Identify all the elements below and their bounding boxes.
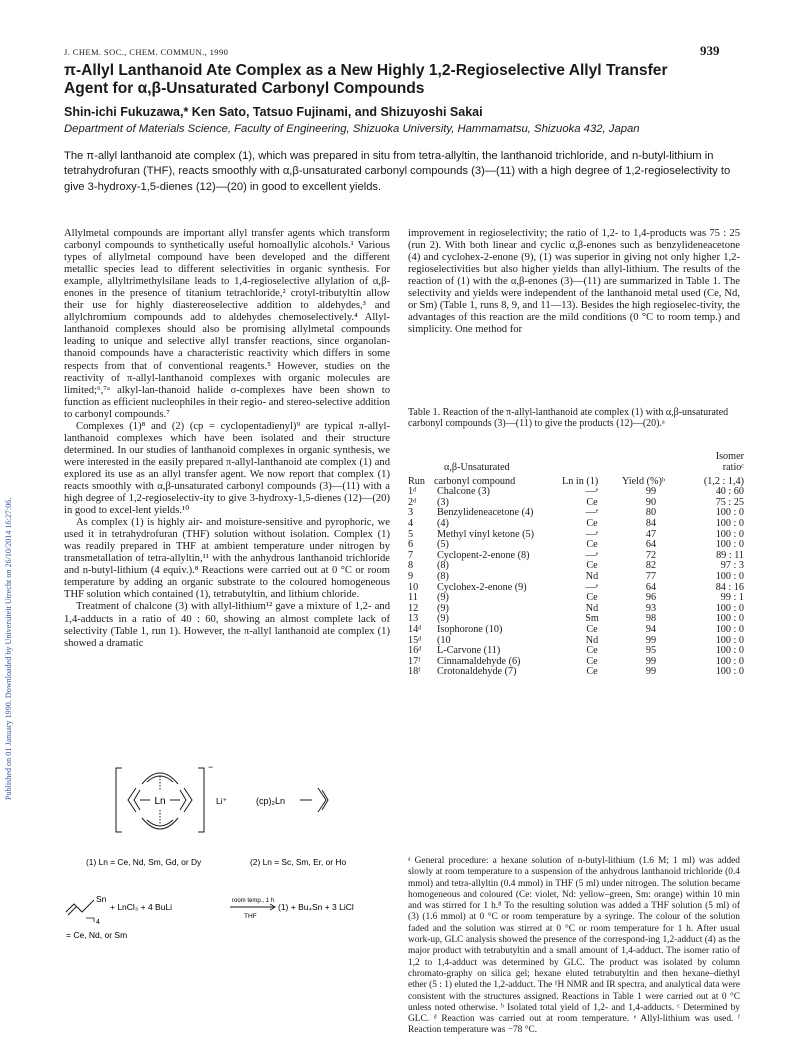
cell-ln: Ce: [586, 623, 598, 635]
table-row: [408, 593, 744, 604]
cell-yield: 93: [645, 602, 657, 614]
cell-yield: 96: [645, 592, 657, 604]
table-header-ratio-mid: ratioᶜ: [722, 461, 744, 473]
body-paragraph: Allylmetal compounds are important allyl transfer agents which transform carbonyl compounds to synthetically useful homoallylic alcohols.¹ Various types of allylmetal compound have been developed and the different metallic species lead to different selectivities in organic synthesis. For example, allyltrimethylsilane leads to 1,4-regioselective allylation of α,β-enones in the presence of titanium tetrachloride,² crotyl-tributyltin allow their use for highly diastereoselective addition to aldehydes,³ and allylchromium compounds add to aldehydes chemoselectively.⁴ Allyl-lanthanoid complexes should also be promising allylmetal compounds leading to unique and selective allyl transfer reactions, since organolan-thanoid compounds have a characteristic reactivity which differs in some respects from that of conventional reagents.⁵ However, studies on the reactivity of π-allyl-lanthanoid complexes with organic molecules are limited;⁶,⁷ᵃ alkyl-lan-thanoid halide σ-complexes have been shown to function as efficient nucleophiles in their regio- and stereo-selective addition to carbonyl compounds.⁷: [64, 228, 390, 420]
cell-ln: Ce: [586, 517, 598, 529]
cell-run: 1ᵈ: [408, 486, 417, 498]
cell-yield: 95: [645, 645, 657, 657]
cell-yield: 90: [645, 496, 657, 508]
table-row: [408, 625, 744, 636]
tetra-allyltin-drawing: [66, 900, 94, 922]
cell-run: 9: [408, 570, 414, 582]
cell-ratio: 100 : 0: [715, 613, 744, 625]
table-row: [408, 604, 744, 615]
cell-compound: (9): [437, 602, 449, 614]
table-footnotes: [408, 856, 740, 1037]
left-column: [64, 228, 390, 650]
cell-yield: 80: [645, 507, 657, 519]
cell-ratio: 100 : 0: [715, 528, 744, 540]
cell-ratio: 99 : 1: [720, 592, 744, 604]
structure-2-cp-ln: (cp)₂Ln: [256, 796, 286, 806]
cell-yield: 82: [645, 560, 657, 572]
cell-yield: 72: [645, 549, 657, 561]
structure-1-charge: −: [208, 762, 214, 772]
cell-yield: 64: [645, 539, 657, 551]
right-column: [408, 228, 740, 336]
cell-run: 4: [408, 517, 414, 529]
cell-compound: (5): [437, 539, 449, 551]
table-caption: Table 1. Reaction of the π-allyl-lanthanoid ate complex (1) with α,β-unsaturated carbonyl compounds (3)—(11) to give the products (12)—(20).ᵃ: [408, 407, 729, 430]
reaction-condition-bottom: THF: [244, 913, 257, 920]
cell-ln: Ce: [586, 560, 598, 572]
cell-run: 18ᶠ: [408, 666, 421, 678]
results-table: [408, 452, 744, 678]
table-header-run: Run: [408, 475, 425, 487]
equation-products: (1) + Bu₄Sn + 3 LiCl: [278, 902, 354, 912]
ln-definition: = Ce, Nd, or Sm: [66, 930, 128, 940]
structure-2-label: (2) Ln = Sc, Sm, Er, or Ho: [250, 857, 347, 867]
cell-ratio: 100 : 0: [715, 645, 744, 657]
cell-yield: 99: [645, 634, 657, 646]
cell-ln: Ce: [586, 592, 598, 604]
affiliation: Department of Materials Science, Faculty of Engineering, Shizuoka University, Hammamatsu, Shizuoka 432, Japan: [64, 123, 640, 135]
cell-compound: (10: [437, 634, 451, 646]
table-header-yield: Yield (%)ᵇ: [622, 475, 666, 487]
structure-2-drawing: [300, 788, 328, 812]
table-row: [408, 572, 744, 583]
body-paragraph: Complexes (1)⁸ and (2) (cp = cyclopentadienyl)⁹ are typical π-allyl-lanthanoid complexes which have been isolated and their structure determined. In our studies of lanthanoid complexes in organic synthesis, we were interested in the easily prepared π-allyl-lanthanoid ate complex (1) and explored its use as an allyl transfer agent. We now report that complex (1) reacts smoothly with α,β-unsaturated carbonyl compounds (3)—(11) with a high degree of 1,2-regioselectiv-ity to give 3-hydroxy-1,5-dienes (12)—(20) in good to excel-lent yields.¹⁰: [64, 420, 390, 517]
table-row: [408, 519, 744, 530]
table-row: [408, 530, 744, 541]
table-row: [408, 561, 744, 572]
table-header-compound-top: α,β-Unsaturated: [444, 461, 510, 473]
cell-ln: Ce: [586, 666, 598, 678]
cell-yield: 99: [645, 666, 657, 678]
table-body: [408, 487, 744, 678]
cell-yield: 77: [645, 570, 657, 582]
cell-compound: Chalcone (3): [437, 486, 490, 498]
cell-ratio: 100 : 0: [715, 507, 744, 519]
cell-ratio: 89 : 11: [716, 549, 744, 561]
cell-yield: 64: [645, 581, 657, 593]
cell-compound: L-Carvone (11): [437, 645, 501, 657]
cell-ln: Nd: [585, 602, 599, 614]
table-row: [408, 508, 744, 519]
cell-yield: 99: [645, 655, 657, 667]
cell-compound: Methyl vinyl ketone (5): [437, 528, 535, 540]
table-header-ratio: (1,2 : 1,4): [703, 475, 744, 487]
tin-symbol: Sn: [96, 894, 107, 904]
cell-compound: Cyclopent-2-enone (8): [437, 549, 530, 561]
cell-run: 6: [408, 539, 414, 551]
cell-run: 13: [408, 613, 419, 625]
tin-subscript: 4: [96, 919, 100, 926]
table-row: [408, 583, 744, 594]
table-header-compound: carbonyl compound: [434, 475, 516, 487]
structure-1-label: (1) Ln = Ce, Nd, Sm, Gd, or Dy: [86, 857, 202, 867]
page-number: 939: [700, 43, 720, 58]
cell-ratio: 100 : 0: [715, 539, 744, 551]
equation-reagents: + LnCl₃ + 4 BuLi: [110, 902, 173, 912]
table-row: [408, 487, 744, 498]
cell-run: 8: [408, 560, 414, 572]
cell-ratio: 100 : 0: [715, 623, 744, 635]
title-line-2: Agent for α,β-Unsaturated Carbonyl Compounds: [64, 80, 425, 97]
table-row: [408, 551, 744, 562]
cell-compound: (4): [437, 517, 449, 529]
cell-compound: (8): [437, 560, 449, 572]
table-row: [408, 667, 744, 678]
author-list: Shin-ichi Fukuzawa,* Ken Sato, Tatsuo Fujinami, and Shizuyoshi Sakai: [64, 105, 483, 119]
cell-run: 10: [408, 581, 419, 593]
cell-compound: Cinnamaldehyde (6): [437, 655, 521, 667]
download-margin-note: [2, 240, 16, 800]
table-header-ln: Ln in (1): [562, 475, 599, 487]
cell-run: 11: [408, 592, 418, 604]
cell-yield: 84: [645, 517, 657, 529]
cell-compound: (9): [437, 613, 449, 625]
cell-ln: —ᵉ: [585, 549, 599, 561]
body-paragraph: Treatment of chalcone (3) with allyl-lithium¹² gave a mixture of 1,2- and 1,4-adducts in a ratio of 40 : 60, showing an almost complete lack of selectivity (Table 1, run 1). However, the π-allyl lanthanoid ate complex (1) showed a dramatic: [64, 601, 390, 649]
cell-run: 2ᵈ: [408, 496, 417, 508]
cell-ratio: 100 : 0: [715, 655, 744, 667]
cell-ratio: 100 : 0: [715, 666, 744, 678]
cell-ln: Ce: [586, 539, 598, 551]
cell-run: 7: [408, 549, 414, 561]
cell-compound: Crotonaldehyde (7): [437, 666, 517, 678]
cell-yield: 98: [645, 613, 657, 625]
cell-compound: (3): [437, 496, 449, 508]
cell-ln: Sm: [585, 613, 599, 625]
abstract: The π-allyl lanthanoid ate complex (1), which was prepared in situ from tetra-allyltin, the lanthanoid trichloride, and n-butyl-lithium in tetrahydrofuran (THF), reacts smoothly with α,β-unsaturated carbonyl compounds (3)—(11) with a high degree of 1,2-regioselectivity to give 3-hydroxy-1,5-dienes (12)—(20) in good to excellent yields.: [64, 150, 731, 193]
cell-ln: Ce: [586, 645, 598, 657]
body-paragraph: improvement in regioselectivity; the ratio of 1,2- to 1,4-products was 75 : 25 (run 2). With both linear and cyclic α,β-enones such as benzylideneacetone (4) and cyclohex-2-enone (9), (1) was superior in giving not only higher 1,2-regioselectivities but also higher yields than allyl-lithium. The results of the reaction of (1) with the α,β-enones (3)—(11) are summarized in Table 1. The selectivity and yields were independent of the lanthanoid metal used (Ce, Nd, or Sm) (Table 1, runs 8, 9, and 11—13). Besides the high regioselec-tivity, the advantages of this reaction are the mild conditions (0 °C to room temp.) and simplicity. One method for: [408, 228, 740, 336]
cell-run: 17ᶠ: [408, 655, 421, 667]
cell-ratio: 100 : 0: [715, 570, 744, 582]
cell-ln: —ᵉ: [585, 486, 599, 498]
cell-run: 16ᵈ: [408, 645, 422, 657]
cell-ln: Ce: [586, 655, 598, 667]
structure-1-ln: Ln: [154, 796, 166, 807]
cell-ratio: 100 : 0: [715, 517, 744, 529]
cell-ln: —ᵉ: [585, 528, 599, 540]
cell-run: 12: [408, 602, 419, 614]
cell-compound: Isophorone (10): [437, 623, 503, 635]
running-header: J. CHEM. SOC., CHEM. COMMUN., 1990: [64, 47, 229, 57]
reaction-condition-top: room temp., 1 h: [232, 898, 275, 904]
cell-run: 3: [408, 507, 414, 519]
cell-ratio: 84 : 16: [715, 581, 744, 593]
cell-compound: (9): [437, 592, 449, 604]
cell-compound: Cyclohex-2-enone (9): [437, 581, 527, 593]
cell-run: 14ᵈ: [408, 623, 422, 635]
cell-run: 5: [408, 528, 414, 540]
cell-ratio: 75 : 25: [715, 496, 744, 508]
body-paragraph: As complex (1) is highly air- and moisture-sensitive and pyrophoric, we used it in tetrahydrofuran (THF) solution without isolation. Complex (1) was readily prepared in THF at ambient temperature under nitrogen by transmetallation of tetra-allyltin,¹¹ with the anhydrous lanthanoid trichloride and n-butyl-lithium (4 equiv.).⁸ Reactions were carried out at 0 °C or room temperature by adding an organic substrate to the coloured homogeneous THF solution which contained (1), tetrabutyltin, and lithium chloride.: [64, 517, 390, 601]
article-title: [64, 62, 734, 98]
cell-ln: Nd: [585, 570, 599, 582]
cell-ln: —ᵉ: [585, 581, 599, 593]
cell-yield: 99: [645, 486, 657, 498]
structure-1-counterion: Li⁺: [216, 796, 228, 806]
cell-ln: Nd: [585, 634, 599, 646]
title-line-1: π-Allyl Lanthanoid Ate Complex as a New Highly 1,2-Regioselective Allyl Transfer: [64, 62, 668, 79]
cell-compound: Benzylideneacetone (4): [437, 507, 534, 519]
cell-compound: (8): [437, 570, 449, 582]
cell-yield: 47: [645, 528, 657, 540]
cell-ratio: 100 : 0: [715, 634, 744, 646]
cell-ratio: 97 : 3: [720, 560, 744, 572]
structure-scheme: [64, 740, 390, 1040]
table-header-isomer: Isomer: [715, 451, 744, 462]
cell-ratio: 100 : 0: [715, 602, 744, 614]
cell-run: 15ᵈ: [408, 634, 422, 646]
cell-ln: Ce: [586, 496, 598, 508]
footnote-text: ᵃ General procedure: a hexane solution of n-butyl-lithium (1.6 M; 1 ml) was added slowly at room temperature to a suspension of the anhydrous lanthanoid trichloride (0.4 mmol) and tetra-allyltin (0.4 mmol) in THF (5 ml) under nitrogen. The solution became homogeneous and coloured (Ce: violet, Nd: yellow–green, Sm: orange) within 10 min and was stirred for 1 h.⁸ To the resulting solution was added a THF solution (5 ml) of (3) (1.6 mmol) at 0 °C or room temperature by a syringe. The colour of the solution faded and the solution was stirred at 0 °C or room temperature for 1 h. After usual work-up, GLC analysis showed the presence of the correspond-ing 1,2-adduct (4) as the major product with tetrabutyltin and a small amount of 1,4-adduct. The isomer ratio of 1,2 to 1,4-adduct was determined by GLC. The product was isolated by column chromato-graphy on silica gel; hexane eluted tetrabutyltin and then hexane–diethyl ether (5 : 1) eluted the 1,2-adduct. The ¹H NMR and IR spectra, and analytical data were consistent with the structures assigned. Reactions in Table 1 were carried out at 0 °C unless noted otherwise. ᵇ Isolated total yield of 1,2- and 1,4-adducts. ᶜ Determined by GLC. ᵈ Reaction was carried out at room temperature. ᵉ Allyl-lithium was used. ᶠ Reaction temperature was −78 °C.: [408, 856, 740, 1036]
cell-ratio: 40 : 60: [715, 486, 744, 498]
cell-yield: 94: [645, 623, 657, 635]
margin-note-text: Published on 01 January 1990. Downloaded by Universiteit Utrecht on 26/10/2014 16:27:06.: [4, 497, 13, 800]
cell-ln: —ᵉ: [585, 507, 599, 519]
